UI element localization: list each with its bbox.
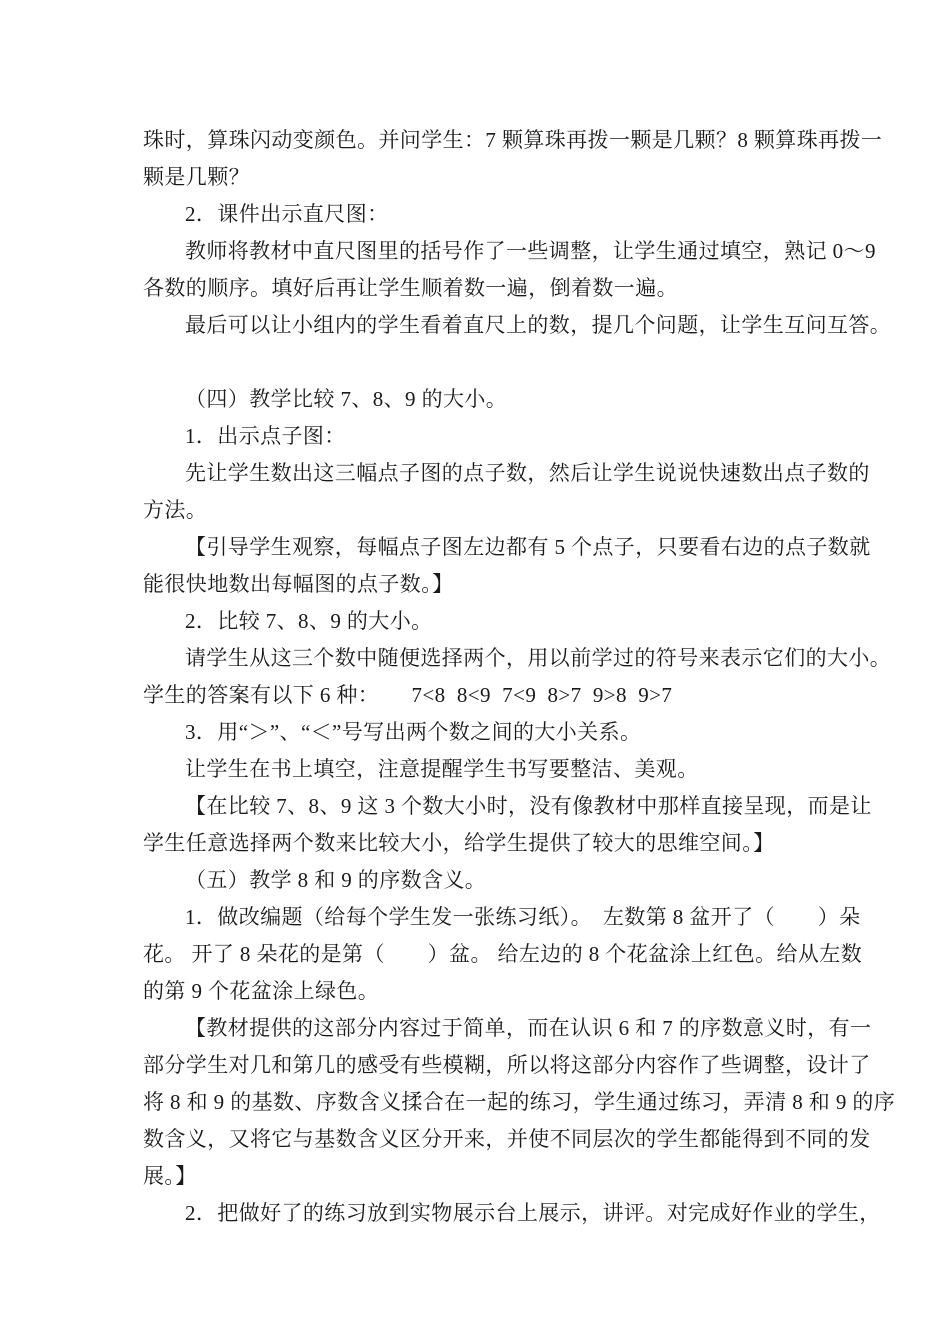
text-line: 1．做改编题（给每个学生发一张练习纸）。 左数第 8 盆开了（ ）朵	[185, 905, 861, 929]
text-line: 让学生在书上填空，注意提醒学生书写要整洁、美观。	[185, 757, 699, 781]
text-line: 展。】	[143, 1164, 197, 1188]
text-line: 先让学生数出这三幅点子图的点子数，然后让学生说说快速数出点子数的	[185, 461, 870, 485]
text-line: 部分学生对几和第几的感受有些模糊，所以将这部分内容作了些调整，设计了	[143, 1053, 871, 1077]
text-line: 教师将教材中直尺图里的括号作了一些调整，让学生通过填空，熟记 0～9	[185, 239, 876, 263]
text-line: 的第 9 个花盆涂上绿色。	[143, 979, 380, 1003]
text-line: 【引导学生观察，每幅点子图左边都有 5 个点子，只要看右边的点子数就	[185, 535, 871, 559]
text-line: 3．用“＞”、“＜”号写出两个数之间的大小关系。	[185, 720, 642, 744]
text-line: 2．课件出示直尺图：	[185, 202, 389, 226]
text-line: （四）教学比较 7、8、9 的大小。	[185, 387, 508, 411]
text-line: 方法。	[143, 498, 208, 522]
text-line: 请学生从这三个数中随便选择两个，用以前学过的符号来表示它们的大小。	[185, 646, 892, 670]
text-line: 珠时，算珠闪动变颜色。并问学生：7 颗算珠再拨一颗是几颗？8 颗算珠再拨一	[143, 128, 883, 152]
text-line: 学生的答案有以下 6 种： 7<8 8<9 7<9 8>7 9>8 9>7	[143, 683, 673, 707]
text-line: 花。 开了 8 朵花的是第（ ）盆。 给左边的 8 个花盆涂上红色。给从左数	[143, 942, 863, 966]
blank-line	[143, 344, 823, 381]
document-text-body	[143, 122, 896, 1232]
text-line: 2．比较 7、8、9 的大小。	[185, 609, 433, 633]
text-line: （五）教学 8 和 9 的序数含义。	[185, 868, 487, 892]
text-line: 将 8 和 9 的基数、序数含义揉合在一起的练习，学生通过练习，弄清 8 和 9 的序	[143, 1090, 896, 1114]
text-line: 2．把做好了的练习放到实物展示台上展示，讲评。对完成好作业的学生，	[185, 1201, 881, 1225]
text-line: 颗是几颗？	[143, 165, 250, 189]
text-line: 1．出示点子图：	[185, 424, 346, 448]
text-line: 学生任意选择两个数来比较大小，给学生提供了较大的思维空间。】	[143, 831, 775, 855]
text-line: 能很快地数出每幅图的点子数。】	[143, 572, 454, 596]
text-line: 【在比较 7、8、9 这 3 个数大小时，没有像教材中那样直接呈现，而是让	[185, 794, 872, 818]
text-line: 数含义，又将它与基数含义区分开来，并使不同层次的学生都能得到不同的发	[143, 1127, 871, 1151]
text-line: 【教材提供的这部分内容过于简单，而在认识 6 和 7 的序数意义时，有一	[185, 1016, 872, 1040]
text-line: 各数的顺序。填好后再让学生顺着数一遍，倒着数一遍。	[143, 276, 678, 300]
text-line: 最后可以让小组内的学生看着直尺上的数，提几个问题，让学生互问互答。	[185, 313, 892, 337]
